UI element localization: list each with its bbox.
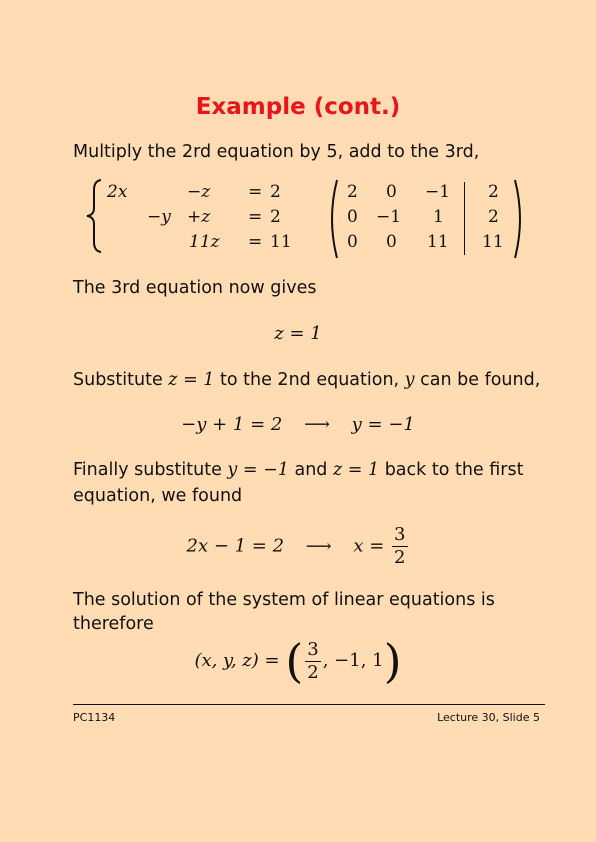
sys-r3-rhs: 11 (270, 232, 292, 252)
matrix-cell: 0 (347, 232, 358, 252)
matrix-divider (464, 182, 465, 255)
equation-x-left: 2x − 1 = 2 (186, 535, 285, 557)
matrix-cell: 2 (488, 182, 499, 202)
substitute-pre: Substitute (73, 370, 169, 390)
matrix-cell: 2 (347, 182, 358, 202)
finally-and: and (288, 460, 333, 480)
substitute-text (73, 370, 540, 390)
matrix-cell: 1 (433, 207, 444, 227)
substitute-post: can be found, (414, 370, 541, 390)
footer-slide-number: Lecture 30, Slide 5 (437, 711, 540, 724)
matrix-cell: 2 (488, 207, 499, 227)
fraction-numerator: 3 (307, 638, 319, 660)
matrix-cell: 11 (427, 232, 449, 252)
equation-x (0, 524, 596, 569)
fraction-denominator: 2 (394, 547, 406, 568)
sys-r2-z: +z (187, 207, 211, 227)
slide-title: Example (cont.) (195, 94, 401, 120)
finally-pre: Finally substitute (73, 460, 228, 480)
substitute-math-y: y (404, 370, 415, 390)
sys-r3-z: 11z (189, 232, 220, 252)
fraction-denominator: 2 (307, 661, 319, 683)
solution-right-paren-icon: ) (383, 634, 402, 688)
substitute-math-z: z = 1 (168, 370, 215, 390)
equation-y (0, 414, 596, 435)
equation-z: z = 1 (274, 323, 322, 344)
left-brace-icon (84, 178, 106, 254)
finally-math-z: z = 1 (332, 460, 380, 480)
sys-r3-eq: = (248, 232, 263, 252)
footer-course-code: PC1134 (73, 711, 116, 724)
sys-r1-z: −z (187, 182, 211, 202)
substitute-mid: to the 2nd equation, (214, 370, 405, 390)
matrix-cell: −1 (376, 207, 402, 227)
sys-r1-rhs: 2 (270, 182, 281, 202)
sys-r2-eq: = (248, 207, 263, 227)
arrow-icon: ⟶ (305, 535, 332, 557)
equation-x-right: x = (353, 535, 385, 557)
footer-divider (73, 704, 545, 705)
solution-line1: The solution of the system of linear equations is (73, 590, 495, 610)
sys-r2-rhs: 2 (270, 207, 281, 227)
finally-post: back to the first (379, 460, 524, 480)
matrix-cell: 11 (482, 232, 504, 252)
finally-line2: equation, we found (73, 486, 243, 506)
intro-text: Multiply the 2rd equation by 5, add to the 3rd, (73, 142, 480, 162)
fraction-three-halves (392, 524, 407, 569)
equation-y-left: −y + 1 = 2 (181, 414, 283, 435)
solution-left-paren-icon: ( (285, 634, 304, 688)
solution-lhs: (x, y, z) = (194, 650, 280, 671)
solution-rest: , −1, 1 (322, 650, 384, 671)
solution-fraction (305, 639, 320, 684)
sys-r2-y: −y (147, 207, 171, 227)
fraction-numerator: 3 (394, 524, 406, 545)
sys-r1-eq: = (248, 182, 263, 202)
finally-text (73, 460, 523, 480)
right-paren-icon (512, 178, 528, 260)
finally-math-y: y = −1 (227, 460, 289, 480)
equation-y-right: y = −1 (351, 414, 415, 435)
matrix-cell: 0 (386, 182, 397, 202)
arrow-icon: ⟶ (304, 414, 330, 435)
solution-equation (0, 634, 596, 688)
matrix-cell: −1 (425, 182, 451, 202)
left-paren-icon (324, 178, 340, 260)
matrix-cell: 0 (347, 207, 358, 227)
matrix-cell: 0 (386, 232, 397, 252)
gives-text: The 3rd equation now gives (73, 278, 317, 298)
sys-r1-x: 2x (107, 182, 128, 202)
solution-line2: therefore (73, 614, 154, 634)
